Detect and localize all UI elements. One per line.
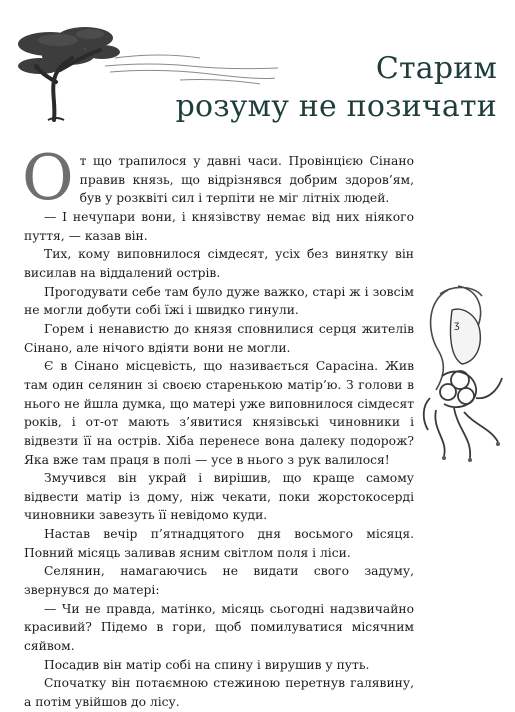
title-line-1: Старим bbox=[375, 51, 497, 86]
story-title bbox=[176, 50, 497, 126]
paragraph-3: Тих, кому виповнилося сімдесят, усіх без винятку він висилав на віддалений острів. bbox=[24, 247, 414, 280]
paragraph-6: Є в Сінано місцевість, що називається Сарасіна. Жив там один селянин зі своєю старенькою матір’ю. З голови в нього не йшла думка, що матері уже виповнилося сімдесят років, і от-от мають з’явитися князівські чиновники і відвезти її на острів. Хіба перенесе вона далеку подорож? Яка вже там праця в полі — усе в нього з рук валилося! bbox=[24, 359, 414, 467]
paragraph-12: Спочатку він потаємною стежиною перетнув галявину, а потім увійшов до лісу. bbox=[24, 676, 414, 710]
title-line-2: розуму не позичати bbox=[175, 89, 497, 124]
paragraph-8: Настав вечір п’ятнадцятого дня восьмого місяця. Повний місяць заливав ясним світлом поля і ліси. bbox=[24, 527, 414, 560]
drop-cap: О bbox=[22, 141, 74, 214]
paragraph-4: Прогодувати себе там було дуже важко, старі ж і зовсім не могли добути собі їжі і швидко гинули. bbox=[24, 284, 414, 318]
paragraph-9: Селянин, намагаючись не видати свого задуму, звернувся до матері: bbox=[24, 564, 414, 598]
story-text bbox=[22, 141, 414, 712]
paragraph-7: Змучився він украй і вирішив, що краще самому відвести матір із дому, ніж чекати, поки жорстокосерді чиновники завезуть її невідомо куди. bbox=[24, 471, 414, 523]
paragraph-5: Горем і ненавистю до князя сповнилися серця жителів Сінано, але нічого вдіяти вони не могли. bbox=[24, 321, 414, 355]
paragraph-1: От що трапилося у давні часи. Провінцією Сінано правив князь, що відрізнявся добрим здоров’ям, був у розквіті сил і терпіти не міг літніх людей. bbox=[22, 141, 414, 214]
paragraph-11: Посадив він матір собі на спину і вирушив у путь. bbox=[44, 657, 370, 672]
paragraph-2: — І нечупари вони, і князівству немає від них ніякого пуття, — казав він. bbox=[24, 209, 414, 243]
knot-ornament-illustration bbox=[418, 280, 510, 480]
paragraph-10: — Чи не правда, матінко, місяць сьогодні надзвичайно красивий? Підемо в гори, щоб помилуватися місячним сяйвом. bbox=[24, 601, 414, 654]
svg-text:ʒ: ʒ bbox=[454, 320, 460, 331]
